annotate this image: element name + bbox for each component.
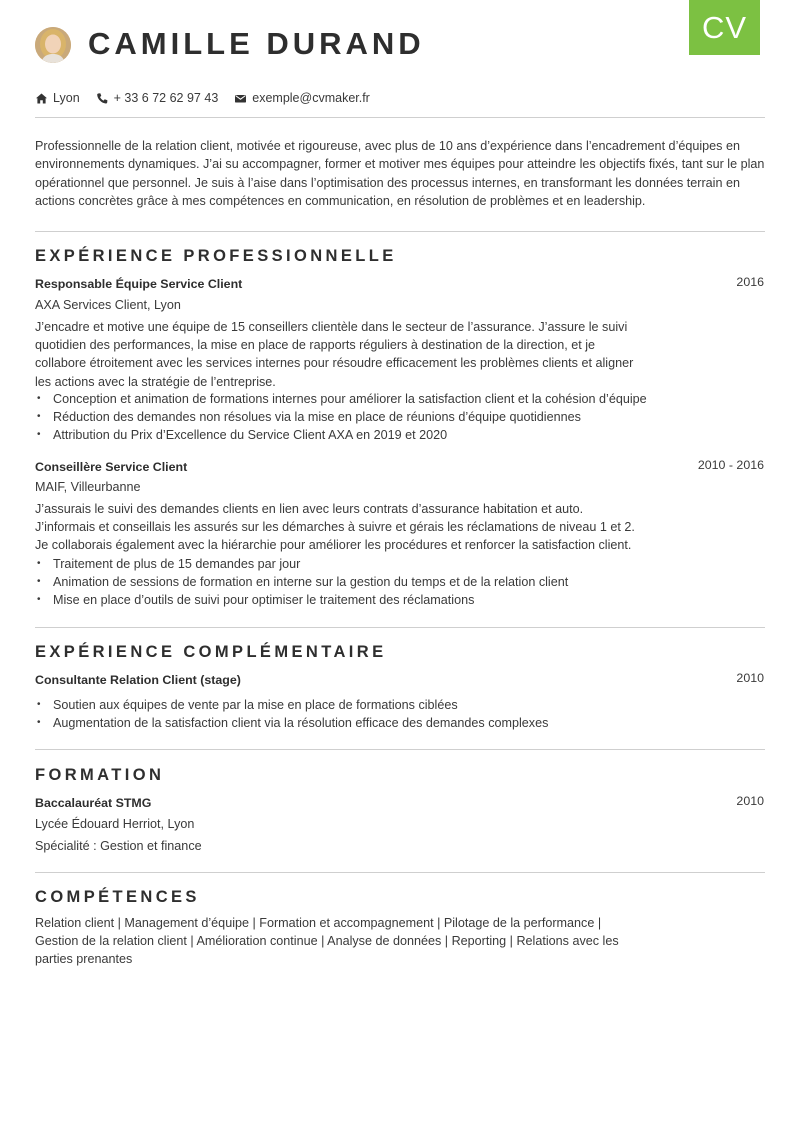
cv-badge: CV	[689, 0, 760, 55]
section-title-complementary: EXPÉRIENCE COMPLÉMENTAIRE	[35, 643, 387, 661]
education-school: Lycée Édouard Herriot, Lyon	[35, 817, 195, 831]
contact-bar	[35, 88, 386, 108]
job-title: Conseillère Service Client	[35, 460, 188, 474]
candidate-name: CAMILLE DURAND	[88, 26, 425, 61]
list-item: • Réduction des demandes non résolues via la mise en place de réunions d’équipe quotidiennes	[35, 408, 675, 426]
job-title: Consultante Relation Client (stage)	[35, 673, 241, 687]
contact-city-text: Lyon	[53, 91, 80, 105]
list-item: • Traitement de plus de 15 demandes par jour	[35, 555, 675, 573]
mail-icon	[234, 92, 247, 105]
profile-summary: Professionnelle de la relation client, motivée et rigoureuse, avec plus de 10 ans d’expérience dans l’encadrement d’équipes en environnements dynamiques. J’ai su accompagner, former et motiver mes équipes pour atteindre les objectifs fixés, tant sur le plan opérationnel que personnel. Je suis à l’aise dans l’optimisation des processus internes, en transformant les données terrain en actions concrètes grâce à mes compétences en communication, en résolution de problèmes et en leadership.	[35, 139, 765, 208]
job-title: Responsable Équipe Service Client	[35, 277, 243, 291]
divider	[35, 872, 765, 873]
education-title: Baccalauréat STMG	[35, 796, 152, 810]
contact-email-text[interactable]: exemple@cvmaker.fr	[252, 91, 370, 105]
avatar-photo	[35, 27, 71, 63]
list-item: • Augmentation de la satisfaction client via la résolution efficace des demandes complexes	[35, 714, 675, 732]
job-organization: AXA Services Client, Lyon	[35, 298, 181, 312]
contact-email	[234, 91, 370, 105]
divider	[35, 627, 765, 628]
avatar	[35, 27, 71, 63]
job-organization: MAIF, Villeurbanne	[35, 480, 141, 494]
education-detail: Spécialité : Gestion et finance	[35, 839, 202, 853]
contact-city	[35, 91, 80, 105]
list-item: • Animation de sessions de formation en interne sur la gestion du temps et de la relation client	[35, 573, 675, 591]
job-date: 2016	[736, 275, 764, 289]
list-item: • Mise en place d’outils de suivi pour optimiser le traitement des réclamations	[35, 591, 675, 609]
contact-phone-text: + 33 6 72 62 97 43	[113, 91, 219, 105]
divider	[35, 231, 765, 232]
contact-phone	[96, 91, 219, 105]
education-date: 2010	[736, 794, 764, 808]
job-achievements	[35, 390, 675, 445]
divider	[35, 117, 765, 118]
section-title-education: FORMATION	[35, 766, 165, 784]
section-title-experience: EXPÉRIENCE PROFESSIONNELLE	[35, 247, 397, 265]
list-item: • Soutien aux équipes de vente par la mise en place de formations ciblées	[35, 696, 675, 714]
job-date: 2010	[736, 671, 764, 685]
list-item: • Conception et animation de formations internes pour améliorer la satisfaction client et la cohésion d’équipe	[35, 390, 675, 408]
home-icon	[35, 92, 48, 105]
section-title-skills: COMPÉTENCES	[35, 888, 200, 906]
job-achievements	[35, 696, 675, 732]
list-item: • Attribution du Prix d’Excellence du Service Client AXA en 2019 et 2020	[35, 426, 675, 444]
divider	[35, 749, 765, 750]
job-achievements	[35, 555, 675, 610]
skills-list: Relation client | Management d’équipe | Formation et accompagnement | Pilotage de la performance | Gestion de la relation client | Amélioration continue | Analyse de données | Reporting | Relations avec les parties prenantes	[35, 916, 619, 967]
job-date: 2010 - 2016	[697, 458, 764, 472]
phone-icon	[96, 92, 109, 105]
job-description: J’assurais le suivi des demandes clients en lien avec leurs contrats d’assurance habitation et auto. J’informais et conseillais les assurés sur les démarches à suivre et gérais les réclamations de niveau 1 et 2. Je collaborais également avec la hiérarchie pour améliorer les procédures et renforcer la satisfaction client.	[35, 502, 635, 553]
job-description: J’encadre et motive une équipe de 15 conseillers clientèle dans le secteur de l’assurance. J’assure le suivi quotidien des performances, la mise en place de rapports réguliers à destination de la direction, et je collabore étroitement avec les services internes pour résoudre efficacement les problèmes clients et aligner les actions avec la stratégie de l’entreprise.	[35, 320, 634, 389]
